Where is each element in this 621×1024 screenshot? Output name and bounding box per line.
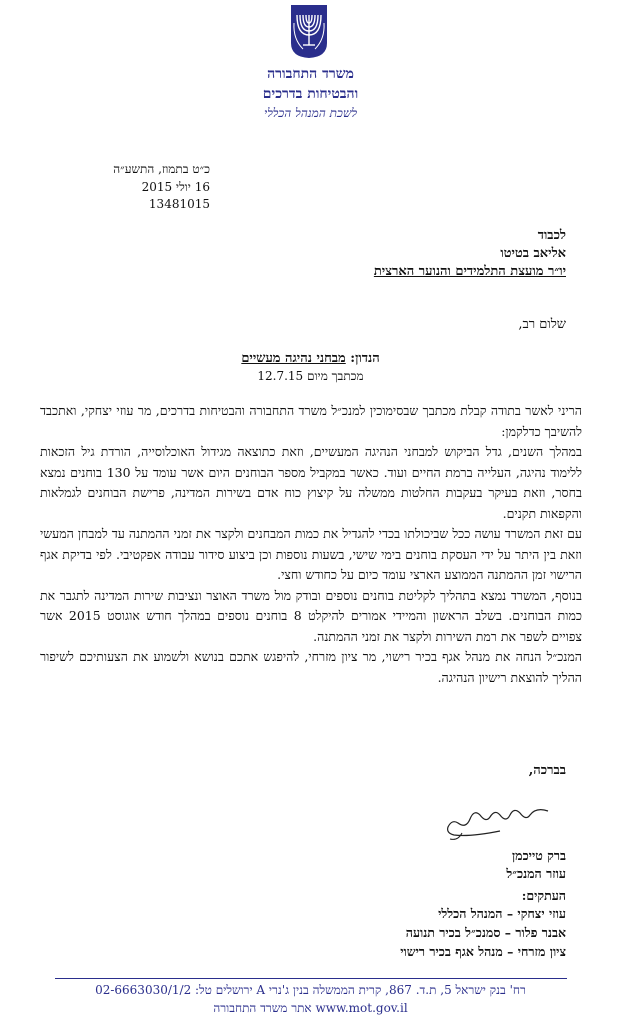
cc-item: ציון מזרחי – מנהל אגף בכיר רישוי	[400, 944, 566, 959]
cc-label: העתקים:	[521, 888, 566, 903]
recipient-title: יו״ר מועצת התלמידים והנוער הארצית	[373, 264, 566, 279]
footer-website: www.mot.gov.il אתר משרד התחבורה	[213, 1001, 408, 1015]
letter-body	[40, 401, 582, 688]
body-paragraph: המנכ״ל הנחה את מנהל אגף בכיר רישוי, מר ציון מזרחי, להיפגש אתכם בנושא ולשמוע את הצעותיכם לשיפור ההליך להוצאת רישיון הנהיגה.	[40, 649, 582, 685]
handwritten-signature	[440, 803, 555, 843]
body-paragraph: במהלך השנים, גדל הביקוש למבחני הנהיגה המעשיים, וזאת כתוצאה מגידול האוכלוסייה, הורדת גיל הזכאות ללימוד נהיגה, העלייה ברמת החיים ועוד. כאשר במקביל מספר הבוחנים היום אשר עומד על 130 בוחנים נמצא בחסר, וזאת בעיקר בעקבות החלטות ממשלה על קיצוץ כוח אדם בשירות המדינה, פרישת הבוחנים לגמלאות והקפאות תקנים.	[40, 444, 583, 521]
subject-text: מבחני נהיגה מעשיים	[241, 351, 346, 366]
ministry-line-1: משרד התחבורה	[267, 66, 354, 82]
greeting: שלום רב,	[518, 317, 566, 332]
ministry-office: לשכת המנהל הכללי	[264, 106, 357, 120]
ministry-line-2: והבטיחות בדרכים	[262, 86, 359, 102]
cc-item: אבנר פלור – סמנכ״ל בכיר תנועה	[405, 925, 566, 940]
body-paragraph: בנוסף, המשרד נמצא בתהליך לקליטת בוחנים נוספים ובודק מול משרד האוצר ונציבות שירות המדינה לתגבר את כמות הבוחנים. בשלב הראשון והמיידי אמורים להיקלט 8 בוחנים נוספים במהלך חודש אוגוסט 2015 אשר צפויים לשפר את רמת השירות ולקצר את זמני ההמתנה.	[40, 587, 583, 644]
subject-reference: מכתבך מיום 12.7.15	[257, 369, 364, 383]
footer-address: רח' בנק ישראל 5, ת.ד. 867, קרית הממשלה בנין ג'נרי A ירושלים טל: 02-6663030/1/2	[95, 983, 526, 997]
subject-line	[0, 350, 621, 366]
body-paragraph: עם זאת המשרד עושה ככל שביכולתו בכדי להגדיל את כמות המבחנים ולקצר את זמני ההמתנה עד למבחן המעשי וזאת בין היתר על ידי העסקת בוחנים בימי שישי, בשעות נוספות וכן ביצוע סידור עבודה אפקטיבי. לפי בדיקת אגף הרישוי זמן ההמתנה הממוצע הארצי עומד כיום על כחודש וחצי.	[40, 526, 582, 582]
signer-name: ברק טייכמן	[511, 848, 566, 863]
footer-divider	[55, 978, 567, 979]
reference-number: 13481015	[148, 197, 210, 211]
recipient-honorific: לכבוד	[537, 228, 566, 243]
subject-label: הנדון:	[345, 351, 380, 366]
signer-role: עוזר המנכ״ל	[506, 866, 566, 881]
hebrew-date: כ״ט בתמוז, התשע״ה	[113, 162, 210, 176]
cc-item: עוזי יצחקי – המנהל הכללי	[438, 906, 566, 921]
closing: בברכה,	[528, 763, 566, 778]
menorah-emblem-icon	[289, 3, 329, 59]
gregorian-date: 16 יולי 2015	[141, 180, 210, 194]
body-paragraph: הריני לאשר בתודה קבלת מכתבך שבסימוכין למנכ״ל משרד התחבורה והבטיחות בדרכים, מר עוזי יצחקי, ואתכבד להשיבך כדלקמן:	[40, 403, 582, 439]
recipient-name: אליאב בטיטו	[500, 246, 566, 261]
